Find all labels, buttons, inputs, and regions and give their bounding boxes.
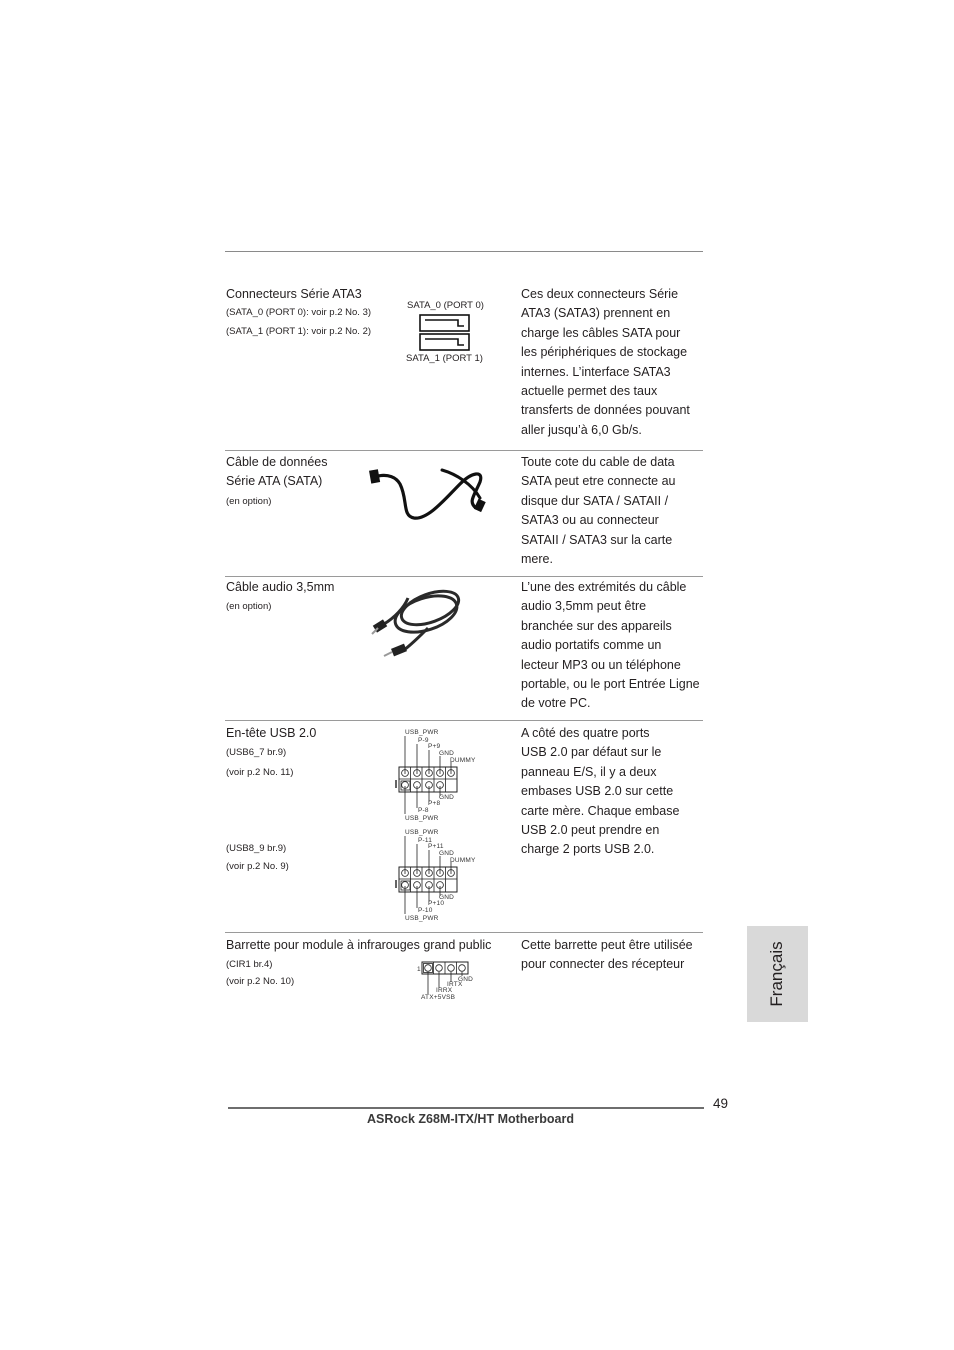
desc-line: charge les câbles SATA pour [521, 325, 681, 340]
cir-header-description [521, 936, 707, 975]
desc-line: Toute cote du cable de data [521, 455, 675, 469]
usb67-note: (USB6_7 br.9) [226, 747, 287, 758]
desc-line: L’une des extrémités du câble [521, 580, 687, 594]
audio-cable-note: (en option) [226, 601, 272, 612]
desc-line: USB 2.0 peut prendre en [521, 823, 660, 838]
desc-line: aller jusqu’à 6,0 Gb/s. [521, 422, 642, 437]
desc-line: Ces deux connecteurs Série [521, 287, 679, 301]
desc-line: lecteur MP3 ou un téléphone [521, 657, 681, 672]
desc-line: disque dur SATA / SATAII / [521, 493, 669, 508]
usb89-header-diagram [394, 826, 484, 922]
pin-label: USB_PWR [405, 729, 439, 736]
desc-line: A côté des quatre ports [521, 726, 650, 740]
desc-line: portable, ou le port Entrée Ligne [521, 677, 700, 692]
audio-cable-description [521, 578, 707, 714]
sata-connectors-diagram [418, 313, 472, 353]
desc-line: audio portatifs comme un [521, 638, 662, 653]
usb67-header-diagram [394, 726, 484, 822]
desc-line: internes. L’interface SATA3 [521, 364, 671, 379]
page-number: 49 [713, 1096, 729, 1111]
desc-line: SATAII / SATA3 sur la carte [521, 532, 673, 547]
cir-ref-note: (voir p.2 No. 10) [226, 976, 295, 987]
sata-cable-note: (en option) [226, 496, 272, 507]
sata3-note-port1: (SATA_1 (PORT 1): voir p.2 No. 2) [226, 326, 372, 337]
desc-line: ATA3 (SATA3) prennent en [521, 306, 671, 321]
pin-label: USB_PWR [405, 815, 439, 822]
cir-note: (CIR1 br.4) [226, 959, 273, 970]
footer-text: ASRock Z68M-ITX/HT Motherboard [367, 1112, 574, 1126]
row-divider [225, 576, 703, 577]
pin-label: USB_PWR [405, 829, 439, 836]
pin-label: 1 [417, 966, 421, 973]
desc-line: charge 2 ports USB 2.0. [521, 842, 655, 857]
pin-label: ATX+5VSB [421, 994, 456, 1001]
desc-line: SATA3 ou au connecteur [521, 513, 659, 528]
pin-label: P-10 [418, 907, 433, 914]
pin-label: IRTX [447, 981, 463, 988]
title-line: Série ATA (SATA) [226, 474, 323, 489]
audio-cable-title [226, 578, 334, 597]
title-line: Connecteurs Série ATA3 [226, 287, 362, 301]
title-line: Câble de données [226, 455, 328, 469]
top-rule [225, 251, 703, 252]
pin-label: DUMMY [450, 757, 476, 764]
pin-label: P-9 [418, 737, 429, 744]
desc-line: audio 3,5mm peut être [521, 599, 647, 614]
desc-line: pour connecter des récepteur [521, 957, 685, 972]
cir-header-diagram [414, 960, 480, 1004]
language-tab-label: Français [767, 941, 786, 1007]
title-line: En-tête USB 2.0 [226, 726, 317, 740]
pin-label: DUMMY [450, 857, 476, 864]
title-line: Barrette pour module à infrarouges grand public [226, 938, 492, 952]
desc-line: embases USB 2.0 sur cette [521, 784, 674, 799]
pin-label: GND [439, 794, 455, 801]
desc-line: SATA peut etre connecte au [521, 474, 676, 489]
row-divider [225, 932, 703, 933]
pin-label: P-11 [418, 837, 433, 844]
audio-cable-image [368, 584, 468, 664]
desc-line: USB 2.0 par défaut sur le [521, 745, 662, 760]
usb89-note: (USB8_9 br.9) [226, 843, 287, 854]
pin-label: P-8 [418, 807, 429, 814]
pin-label: P+9 [428, 743, 441, 750]
pin-label: GND [439, 850, 455, 857]
pin-label: P+10 [428, 900, 445, 907]
sata3-title [226, 285, 362, 304]
sata-cable-description [521, 453, 707, 569]
desc-line: Cette barrette peut être utilisée [521, 938, 693, 952]
cir-header-title [226, 936, 491, 955]
sata-cable-image [368, 462, 492, 524]
desc-line: panneau E/S, il y a deux [521, 764, 657, 779]
pin-label: P+11 [428, 843, 444, 850]
sata0-label: SATA_0 (PORT 0) [407, 300, 484, 311]
desc-line: transferts de données pouvant [521, 403, 690, 418]
sata-cable-title [226, 453, 327, 492]
title-line: Câble audio 3,5mm [226, 580, 335, 594]
pin-label: IRRX [436, 987, 453, 994]
language-tab [747, 926, 808, 1022]
pin-label: P+8 [428, 800, 441, 807]
pin-label: USB_PWR [405, 915, 439, 922]
sata3-note-port0: (SATA_0 (PORT 0): voir p.2 No. 3) [226, 307, 372, 318]
desc-line: carte mère. Chaque embase [521, 803, 680, 818]
pin-label: GND [439, 894, 455, 901]
sata3-description [521, 285, 707, 440]
usb-header-description [521, 724, 707, 860]
usb67-ref-note: (voir p.2 No. 11) [226, 767, 294, 778]
usb-header-title [226, 724, 316, 743]
row-divider [225, 720, 703, 721]
pin-label: GND [439, 750, 455, 757]
desc-line: les périphériques de stockage [521, 345, 688, 360]
desc-line: de votre PC. [521, 696, 591, 711]
footer-rule [228, 1107, 704, 1109]
desc-line: actuelle permet des taux [521, 384, 658, 399]
desc-line: branchée sur des appareils [521, 618, 672, 633]
usb89-ref-note: (voir p.2 No. 9) [226, 861, 289, 872]
sata1-label: SATA_1 (PORT 1) [406, 353, 483, 364]
desc-line: mere. [521, 552, 553, 567]
row-divider [225, 450, 703, 451]
pin-label: GND [458, 976, 474, 983]
